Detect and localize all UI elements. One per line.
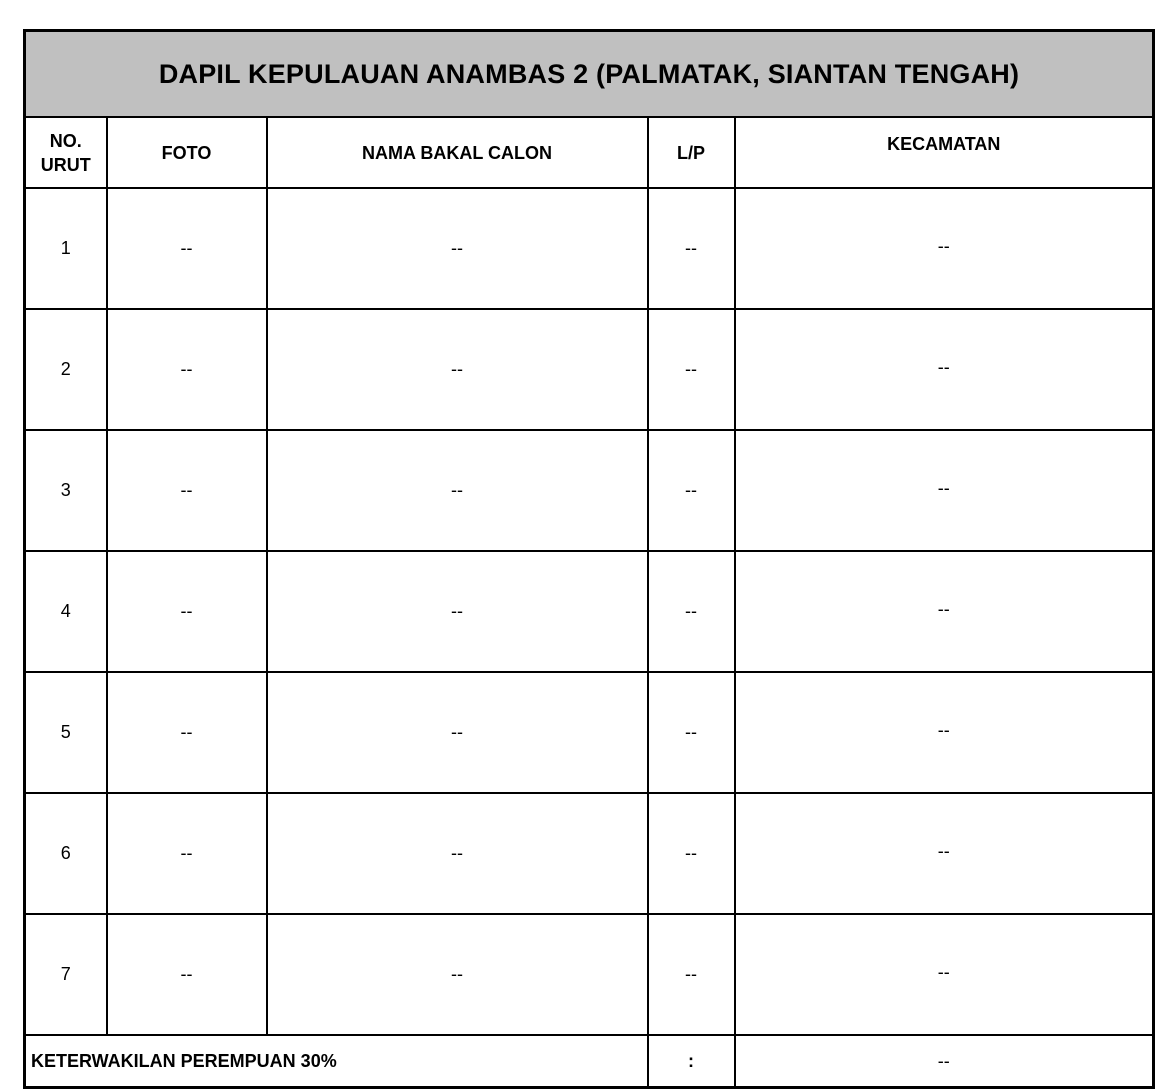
table-row	[25, 551, 1154, 672]
cell-nama: --	[267, 672, 648, 793]
header-no-urut	[25, 117, 107, 188]
table-row	[25, 309, 1154, 430]
cell-no: 4	[25, 551, 107, 672]
header-no-urut-line2: URUT	[40, 154, 91, 175]
header-row	[25, 117, 1154, 188]
footer-colon: :	[648, 1035, 735, 1088]
table-row	[25, 430, 1154, 551]
footer-value: --	[735, 1035, 1154, 1088]
header-nama: NAMA BAKAL CALON	[267, 117, 648, 188]
cell-kecamatan: --	[735, 309, 1154, 430]
footer-label: KETERWAKILAN PEREMPUAN 30%	[25, 1035, 648, 1088]
cell-no: 5	[25, 672, 107, 793]
cell-kecamatan: --	[735, 551, 1154, 672]
cell-nama: --	[267, 309, 648, 430]
cell-lp: --	[648, 430, 735, 551]
header-lp: L/P	[648, 117, 735, 188]
cell-nama: --	[267, 914, 648, 1035]
cell-foto: --	[107, 672, 267, 793]
cell-foto: --	[107, 430, 267, 551]
cell-no: 1	[25, 188, 107, 309]
table-row	[25, 188, 1154, 309]
cell-no: 7	[25, 914, 107, 1035]
cell-kecamatan: --	[735, 672, 1154, 793]
title-row	[25, 31, 1154, 118]
table-title: DAPIL KEPULAUAN ANAMBAS 2 (PALMATAK, SIANTAN TENGAH)	[25, 31, 1154, 118]
cell-kecamatan: --	[735, 430, 1154, 551]
cell-foto: --	[107, 793, 267, 914]
cell-lp: --	[648, 672, 735, 793]
cell-kecamatan: --	[735, 793, 1154, 914]
header-kecamatan: KECAMATAN	[735, 117, 1154, 188]
header-foto: FOTO	[107, 117, 267, 188]
cell-kecamatan: --	[735, 188, 1154, 309]
candidate-table	[23, 29, 1155, 1089]
cell-lp: --	[648, 188, 735, 309]
cell-nama: --	[267, 430, 648, 551]
cell-foto: --	[107, 551, 267, 672]
cell-nama: --	[267, 793, 648, 914]
cell-nama: --	[267, 551, 648, 672]
header-no-urut-line1: NO.	[49, 130, 82, 151]
cell-no: 2	[25, 309, 107, 430]
cell-lp: --	[648, 914, 735, 1035]
cell-nama: --	[267, 188, 648, 309]
cell-kecamatan: --	[735, 914, 1154, 1035]
cell-no: 6	[25, 793, 107, 914]
cell-lp: --	[648, 551, 735, 672]
cell-foto: --	[107, 188, 267, 309]
cell-no: 3	[25, 430, 107, 551]
table-row	[25, 914, 1154, 1035]
table-row	[25, 793, 1154, 914]
cell-lp: --	[648, 309, 735, 430]
cell-lp: --	[648, 793, 735, 914]
footer-row	[25, 1035, 1154, 1088]
cell-foto: --	[107, 309, 267, 430]
cell-foto: --	[107, 914, 267, 1035]
table-row	[25, 672, 1154, 793]
